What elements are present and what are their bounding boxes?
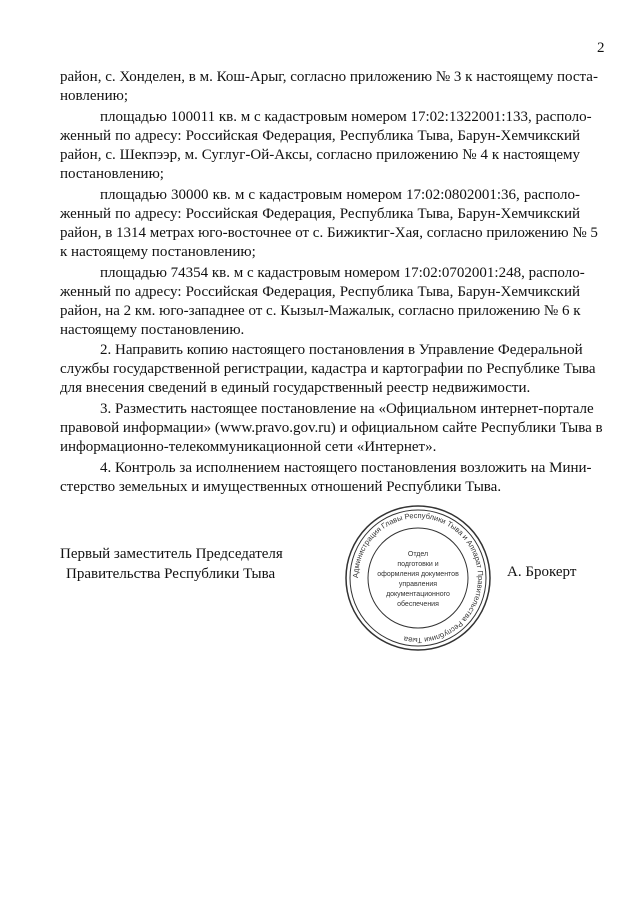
signatory-title-line: Правительства Республики Тыва bbox=[66, 566, 276, 582]
text-line: 4. Контроль за исполнением настоящего постановления возложить на Мини- bbox=[100, 460, 592, 476]
seal-center-text bbox=[363, 550, 473, 610]
text-line: женный по адресу: Российская Федерация, Республика Тыва, Барун-Хемчикский bbox=[60, 128, 580, 144]
text-line: информационно-телекоммуникационной сети «Интернет». bbox=[60, 439, 437, 455]
signatory-title-line: Первый заместитель Председателя bbox=[60, 546, 283, 562]
text-line: район, с. Шекпээр, м. Суглуг-Ой-Аксы, согласно приложению № 4 к настоящему bbox=[60, 147, 580, 163]
text-line: площадью 100011 кв. м с кадастровым номером 17:02:1322001:133, располо- bbox=[100, 109, 592, 125]
text-line: 2. Направить копию настоящего постановления в Управление Федеральной bbox=[100, 342, 583, 358]
text-line: правовой информации» (www.pravo.gov.ru) и официальном сайте Республики Тыва в bbox=[60, 420, 603, 436]
seal-line: обеспечения bbox=[397, 601, 439, 608]
text-line: площадью 30000 кв. м с кадастровым номером 17:02:0802001:36, располо- bbox=[100, 187, 580, 203]
text-line: женный по адресу: Российская Федерация, Республика Тыва, Барун-Хемчикский bbox=[60, 284, 580, 300]
seal-ring-text: Администрация Главы Республики Тыва и Аппарат Правительства Республики Тыва bbox=[350, 510, 486, 646]
text-line: постановлению; bbox=[60, 166, 164, 182]
text-line: женный по адресу: Российская Федерация, Республика Тыва, Барун-Хемчикский bbox=[60, 206, 580, 222]
text-line: 3. Разместить настоящее постановление на «Официальном интернет-портале bbox=[100, 401, 594, 417]
official-seal bbox=[343, 503, 493, 653]
signatory-name: А. Брокерт bbox=[507, 564, 577, 580]
seal-line: управления bbox=[398, 581, 438, 588]
text-line: для внесения сведений в единый государственный реестр недвижимости. bbox=[60, 380, 531, 396]
page-number: 2 bbox=[597, 40, 605, 56]
seal-line: Отдел bbox=[407, 551, 429, 558]
text-line: стерство земельных и имущественных отношений Республики Тыва. bbox=[60, 479, 502, 495]
text-line: район, в 1314 метрах юго-восточнее от с. Бижиктиг-Хая, согласно приложению № 5 bbox=[60, 225, 598, 241]
text-line: район, на 2 км. юго-западнее от с. Кызыл-Мажалык, согласно приложению № 6 к bbox=[60, 303, 581, 319]
text-line: к настоящему постановлению; bbox=[60, 244, 256, 260]
text-line: район, с. Хонделен, в м. Кош-Арыг, согласно приложению № 3 к настоящему поста- bbox=[60, 69, 598, 85]
text-line: службы государственной регистрации, кадастра и картографии по Республике Тыва bbox=[60, 361, 596, 377]
text-line: площадью 74354 кв. м с кадастровым номером 17:02:0702001:248, располо- bbox=[100, 265, 585, 281]
signatory-title bbox=[60, 544, 283, 584]
seal-line: документационного bbox=[386, 591, 450, 598]
text-line: настоящему постановлению. bbox=[60, 322, 245, 338]
seal-line: подготовки и bbox=[397, 561, 439, 568]
text-line: новлению; bbox=[60, 88, 128, 104]
seal-line: оформления документов bbox=[377, 571, 459, 578]
